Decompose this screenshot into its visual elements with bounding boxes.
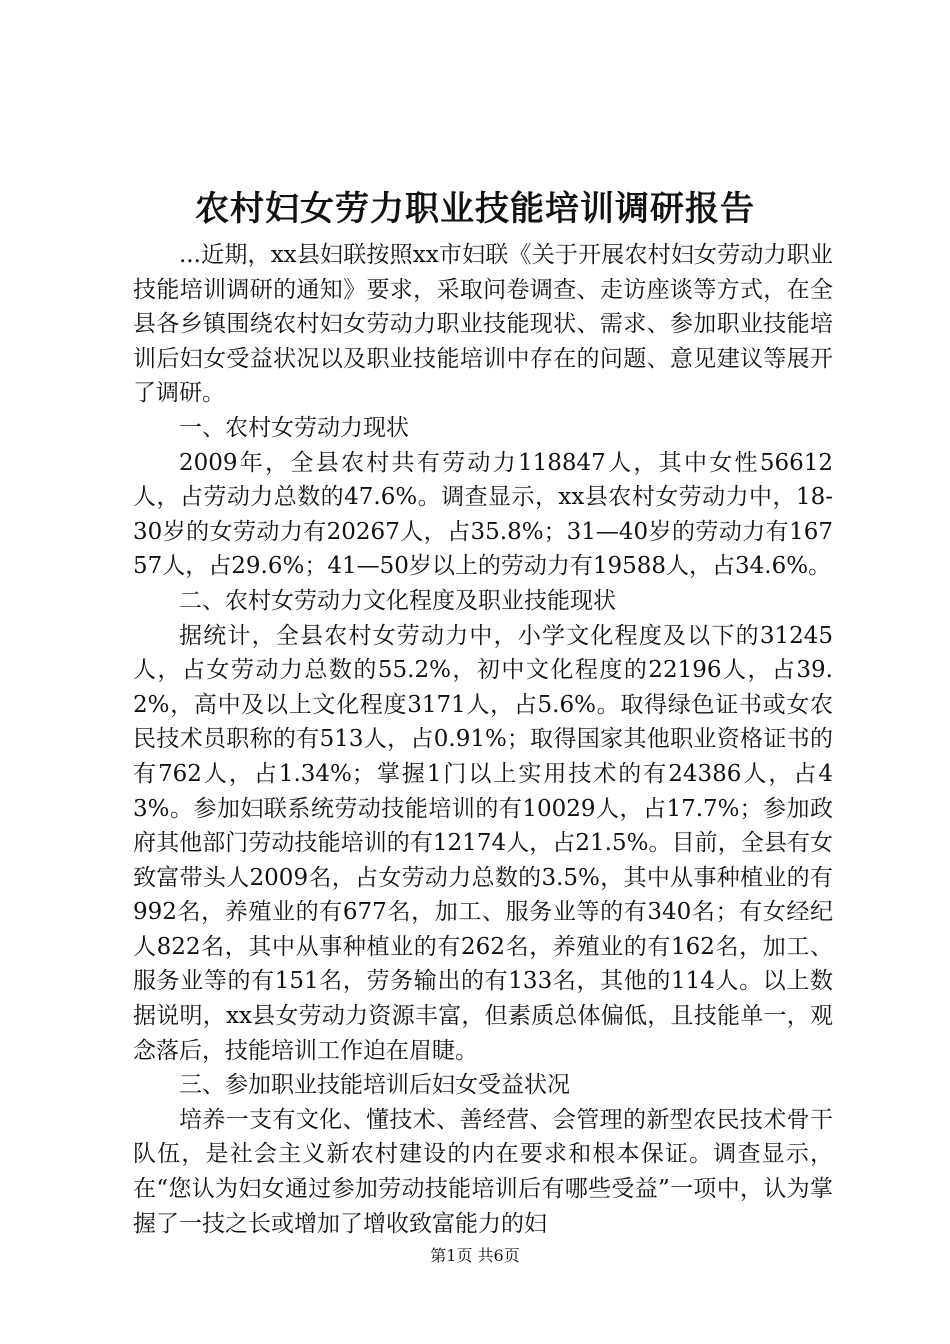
document-body	[133, 238, 833, 1241]
section-2-heading: 二、农村女劳动力文化程度及职业技能现状	[179, 587, 616, 614]
section-1-paragraph: 2009年，全县农村共有劳动力118847人，其中女性56612人，占劳动力总数的47.6%。调查显示，xx县农村女劳动力中，18-30岁的女劳动力有20267人，占35.8%；31—40岁的劳动力有16757人，占29.6%；41—50岁以上的劳动力有19588人，占34.6%。	[133, 449, 833, 580]
intro-paragraph: ...近期，xx县妇联按照xx市妇联《关于开展农村妇女劳动力职业技能培训调研的通知》要求，采取问卷调查、走访座谈等方式，在全县各乡镇围绕农村妇女劳动力职业技能现状、需求、参加职业技能培训后妇女受益状况以及职业技能培训中存在的问题、意见建议等展开了调研。	[133, 242, 833, 407]
section-3-paragraph: 培养一支有文化、懂技术、善经营、会管理的新型农民技术骨干队伍，是社会主义新农村建设的内在要求和根本保证。调查显示，在“您认为妇女通过参加劳动技能培训后有哪些受益”一项中，认为掌握了一技之长或增加了增收致富能力的妇	[133, 1106, 833, 1237]
section-1-heading: 一、农村女劳动力现状	[179, 414, 409, 441]
page-footer: 第1页 共6页	[430, 1246, 520, 1265]
section-2-paragraph: 据统计，全县农村女劳动力中，小学文化程度及以下的31245人，占女劳动力总数的55.2%，初中文化程度的22196人，占39.2%，高中及以上文化程度3171人，占5.6%。取得绿色证书或女农民技术员职称的有513人，占0.91%；取得国家其他职业资格证书的有762人，占1.34%；掌握1门以上实用技术的有24386人，占43%。参加妇联系统劳动技能培训的有10029人，占17.7%；参加政府其他部门劳动技能培训的有12174人，占21.5%。目前，全县有女致富带头人2009名，占女劳动力总数的3.5%，其中从事种植业的有992名，养殖业的有677名，加工、服务业等的有340名；有女经纪人822名，其中从事种植业的有262名，养殖业的有162名，加工、服务业等的有151名，劳务输出的有133名，其他的114人。以上数据说明，xx县女劳动力资源丰富，但素质总体偏低，且技能单一，观念落后，技能培训工作迫在眉睫。	[133, 622, 833, 1064]
section-3-heading: 三、参加职业技能培训后妇女受益状况	[179, 1072, 570, 1099]
document-title: 农村妇女劳力职业技能培训调研报告	[195, 189, 755, 229]
